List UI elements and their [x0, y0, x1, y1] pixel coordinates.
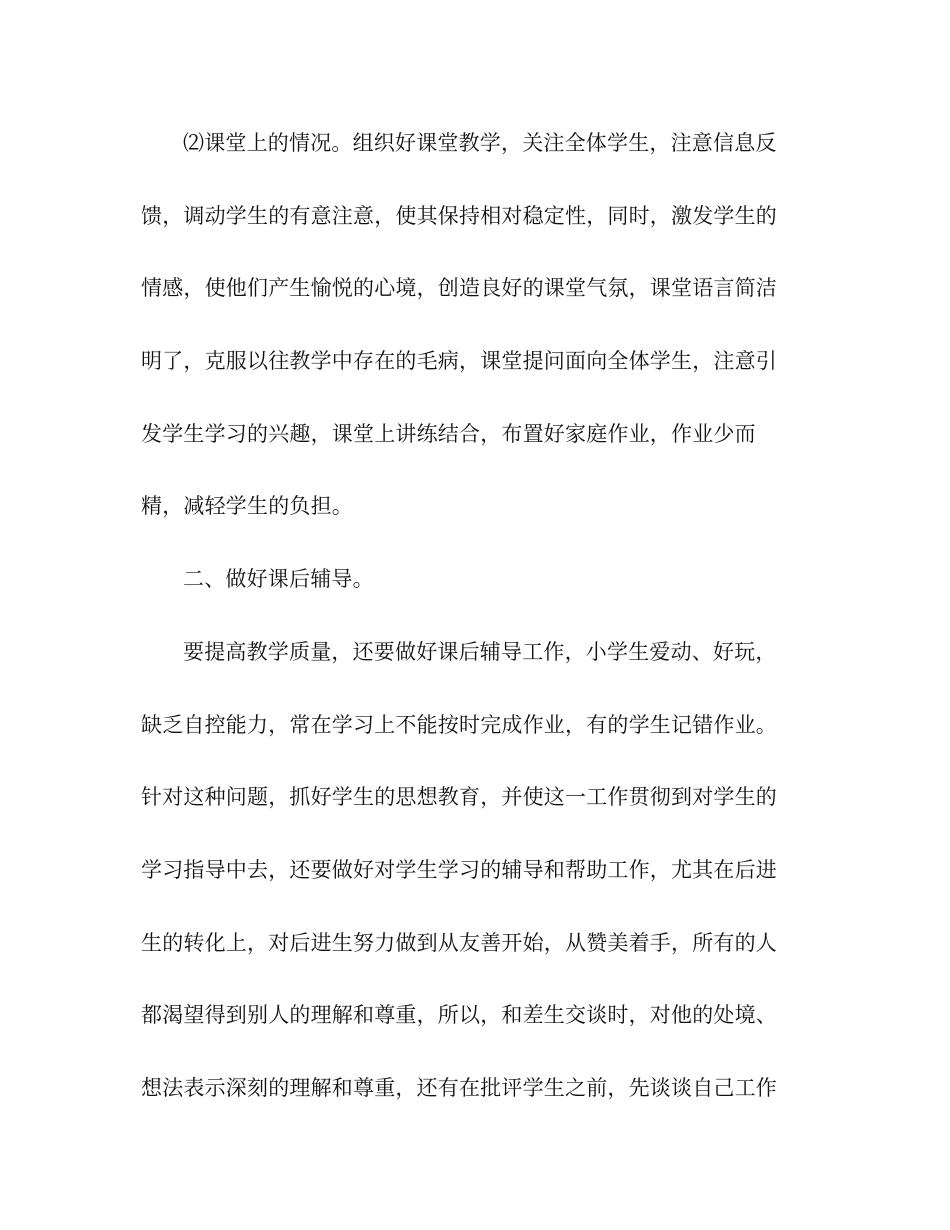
text-line-5: 发学生学习的兴趣，课堂上讲练结合，布置好家庭作业，作业少而: [141, 421, 756, 446]
section-heading: 二、做好课后辅导。: [183, 567, 374, 592]
text-line-9: 缺乏自控能力，常在学习上不能按时完成作业，有的学生记错作业。: [141, 712, 777, 737]
text-line-13: 都渴望得到别人的理解和尊重，所以，和差生交谈时，对他的处境、: [141, 1003, 777, 1028]
text-line-14: 想法表示深刻的理解和尊重，还有在批评学生之前，先谈谈自己工作: [141, 1075, 777, 1100]
text-line-12: 生的转化上，对后进生努力做到从友善开始，从赞美着手，所有的人: [141, 930, 777, 955]
document-body: [141, 122, 801, 1140]
text-line-4: 明了，克服以往教学中存在的毛病，课堂提问面向全体学生，注意引: [141, 349, 777, 374]
text-line-11: 学习指导中去，还要做好对学生学习的辅导和帮助工作，尤其在后进: [141, 857, 777, 882]
text-line-8: 要提高教学质量，还要做好课后辅导工作，小学生爱动、好玩，: [183, 639, 777, 664]
text-line-2: 馈，调动学生的有意注意，使其保持相对稳定性，同时，激发学生的: [141, 203, 777, 228]
text-line-3: 情感，使他们产生愉悦的心境，创造良好的课堂气氛，课堂语言简洁: [141, 276, 777, 301]
text-line-6: 精，减轻学生的负担。: [141, 494, 353, 519]
text-line-1: ⑵课堂上的情况。组织好课堂教学，关注全体学生，注意信息反: [183, 131, 777, 155]
text-line-10: 针对这种问题，抓好学生的思想教育，并使这一工作贯彻到对学生的: [141, 785, 777, 810]
